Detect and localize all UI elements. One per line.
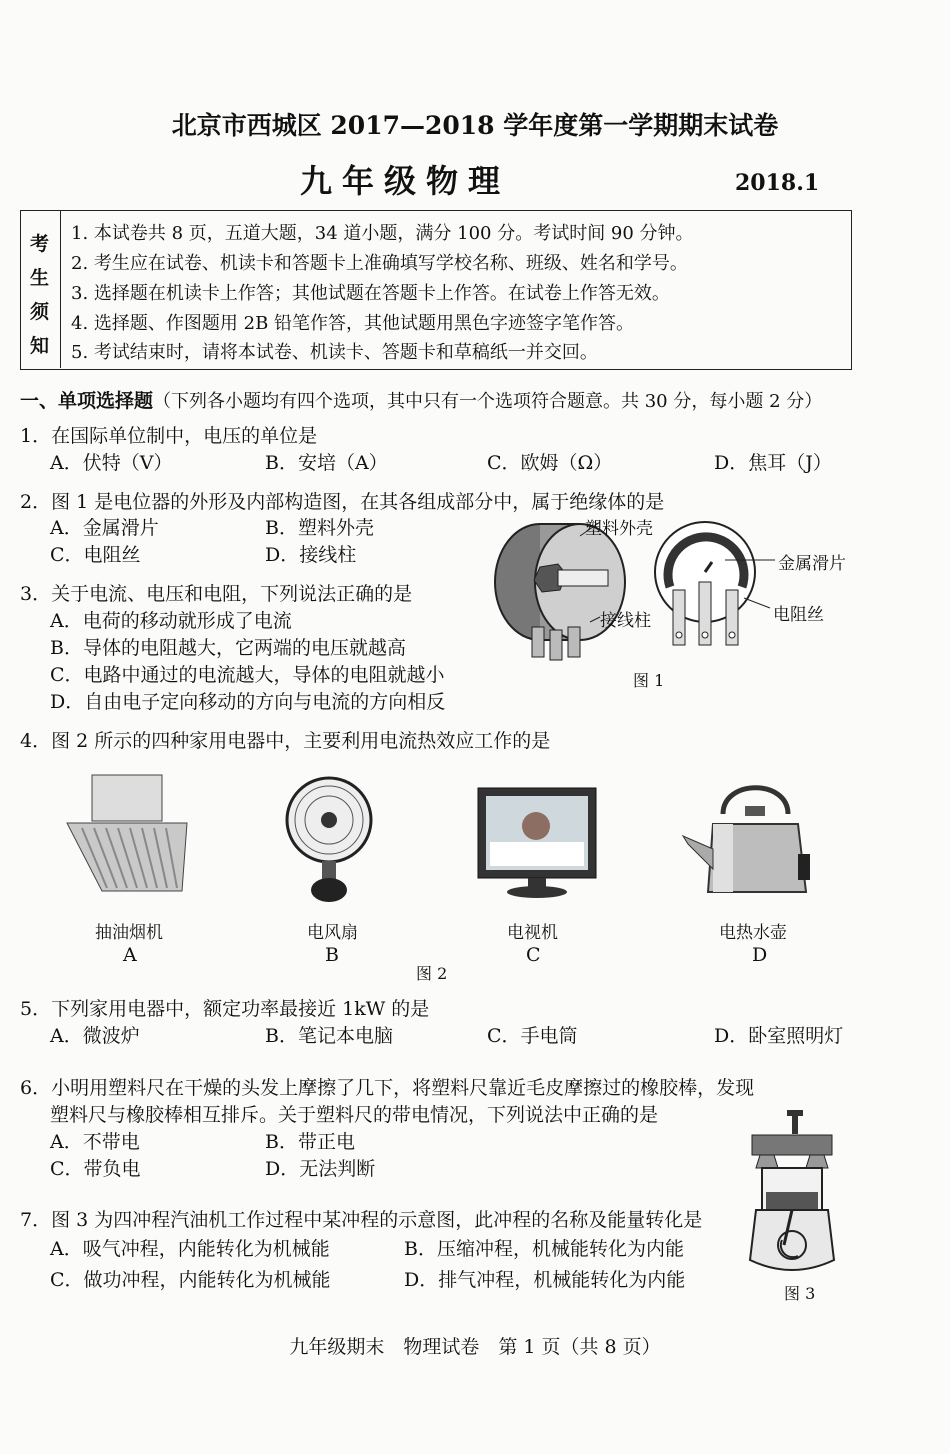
- notice-label-char: 须: [30, 301, 50, 323]
- section-desc: （下列各小题均有四个选项，其中只有一个选项符合题意。共 30 分，每小题 2 分）: [153, 391, 823, 412]
- option-a: A．金属滑片: [50, 517, 159, 539]
- figure1-label-wire: 电阻丝: [773, 605, 824, 625]
- option-c: C．手电筒: [487, 1025, 578, 1047]
- notice-item: 5. 考试结束时，请将本试卷、机读卡、答题卡和草稿纸一并交回。: [71, 342, 598, 363]
- appliance-letter: C: [526, 944, 541, 966]
- question-stem-cont: 塑料尺与橡胶棒相互排斥。关于塑料尺的带电情况，下列说法中正确的是: [50, 1104, 659, 1126]
- option-b: B．压缩冲程，机械能转化为内能: [404, 1238, 684, 1260]
- notice-item: 4. 选择题、作图题用 2B 铅笔作答，其他试题用黑色字迹签字笔作答。: [71, 313, 635, 334]
- question-stem: 2．图 1 是电位器的外形及内部构造图，在其各组成部分中，属于绝缘体的是: [20, 491, 665, 513]
- exam-title: 北京市西城区 2017—2018 学年度第一学期期末试卷: [171, 111, 779, 140]
- option-a: A．吸气冲程，内能转化为机械能: [50, 1238, 330, 1260]
- question-stem: 6．小明用塑料尺在干燥的头发上摩擦了几下，将塑料尺靠近毛皮摩擦过的橡胶棒，发现: [20, 1077, 755, 1099]
- option-b: B．安培（A）: [265, 452, 388, 474]
- page-footer: 九年级期末 物理试卷 第 1 页（共 8 页）: [289, 1336, 661, 1358]
- option-d: D．焦耳（J）: [714, 452, 832, 474]
- section-title: 一、单项选择题: [20, 390, 154, 412]
- option-c: C．带负电: [50, 1158, 141, 1180]
- option-b: B．笔记本电脑: [265, 1025, 393, 1047]
- notice-item: 2. 考生应在试卷、机读卡和答题卡上准确填写学校名称、班级、姓名和学号。: [71, 253, 688, 274]
- option-c: C．欧姆（Ω）: [487, 452, 613, 474]
- option-a: A．电荷的移动就形成了电流: [50, 610, 292, 632]
- figure1-potentiometer: [480, 512, 860, 682]
- section-heading: [20, 386, 822, 413]
- figure1-label-case: 塑料外壳: [585, 519, 653, 539]
- option-a: A．不带电: [50, 1131, 140, 1153]
- option-d: D．自由电子定向移动的方向与电流的方向相反: [50, 691, 446, 713]
- appliance-letter: B: [325, 944, 339, 966]
- figure1-caption: 图 1: [633, 671, 665, 690]
- notice-label-char: 生: [30, 267, 50, 289]
- option-b: B．带正电: [265, 1131, 355, 1153]
- appliance-name: 电视机: [507, 923, 558, 943]
- option-a: A．伏特（V）: [50, 452, 173, 474]
- electric-fan-image: [282, 775, 377, 905]
- figure1-label-slider: 金属滑片: [778, 554, 846, 574]
- option-d: D．接线柱: [265, 544, 357, 566]
- range-hood-image: [62, 773, 197, 903]
- option-d: D．无法判断: [265, 1158, 376, 1180]
- appliance-letter: D: [752, 944, 768, 966]
- subject-title: 九年级物理: [300, 162, 511, 200]
- figure2-caption: 图 2: [416, 964, 448, 983]
- notice-label-char: 考: [30, 233, 50, 255]
- exam-date: 2018.1: [735, 170, 820, 196]
- electric-kettle-image: [678, 774, 828, 902]
- appliance-name: 抽油烟机: [95, 923, 163, 943]
- question-stem: 7．图 3 为四冲程汽油机工作过程中某冲程的示意图，此冲程的名称及能量转化是: [20, 1209, 703, 1231]
- option-c: C．电阻丝: [50, 544, 141, 566]
- question-stem: 3．关于电流、电压和电阻，下列说法正确的是: [20, 583, 413, 605]
- engine-diagram: [742, 1110, 842, 1278]
- notice-item: 1. 本试卷共 8 页，五道大题，34 道小题，满分 100 分。考试时间 90 分钟。: [71, 223, 694, 244]
- figure1-label-terminal: 接线柱: [600, 611, 651, 631]
- notice-label: [21, 211, 61, 368]
- option-b: B．塑料外壳: [265, 517, 374, 539]
- option-d: D．排气冲程，机械能转化为内能: [404, 1269, 686, 1291]
- option-b: B．导体的电阻越大，它两端的电压就越高: [50, 637, 406, 659]
- option-a: A．微波炉: [50, 1025, 140, 1047]
- appliance-letter: A: [123, 944, 137, 966]
- notice-label-char: 知: [30, 335, 50, 357]
- figure3-caption: 图 3: [784, 1284, 816, 1303]
- option-d: D．卧室照明灯: [714, 1025, 844, 1047]
- appliance-name: 电风扇: [307, 923, 358, 943]
- notice-box: [20, 210, 852, 370]
- television-image: [476, 786, 598, 900]
- question-stem: 1．在国际单位制中，电压的单位是: [20, 425, 318, 447]
- option-c: C．做功冲程，内能转化为机械能: [50, 1269, 331, 1291]
- notice-item: 3. 选择题在机读卡上作答；其他试题在答题卡上作答。在试卷上作答无效。: [71, 283, 670, 304]
- question-stem: 4．图 2 所示的四种家用电器中，主要利用电流热效应工作的是: [20, 730, 551, 752]
- appliance-name: 电热水壶: [719, 923, 787, 943]
- question-stem: 5．下列家用电器中，额定功率最接近 1kW 的是: [20, 998, 430, 1020]
- option-c: C．电路中通过的电流越大，导体的电阻就越小: [50, 664, 445, 686]
